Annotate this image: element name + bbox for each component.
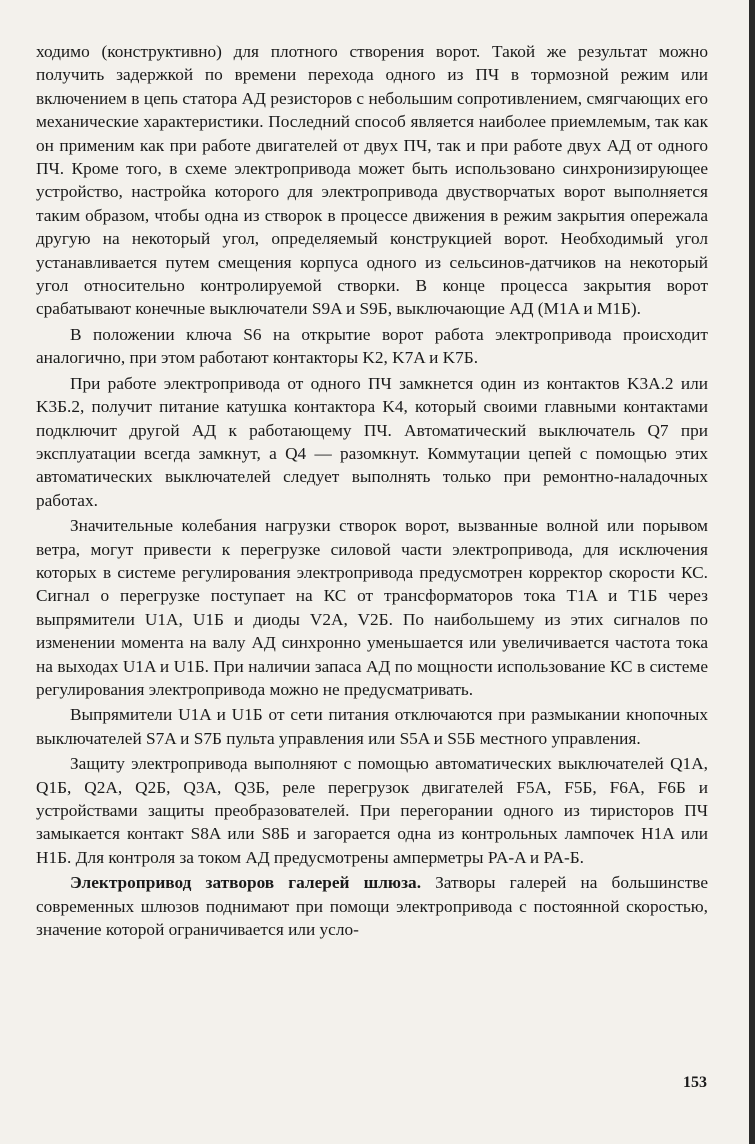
paragraph-2: В положении ключа S6 на открытие ворот работа электропривода происходит аналогично, при этом работают контакторы K2, K7A и K7Б.: [36, 324, 708, 368]
section-heading: Электропривод затворов галерей шлюза.: [70, 873, 422, 893]
page-edge-shadow: [749, 0, 755, 1144]
paragraph-7: [36, 871, 708, 941]
paragraph-6: Защиту электропривода выполняют с помощью автоматических выключателей Q1A, Q1Б, Q2A, Q2Б, Q3A, Q3Б, реле перегрузок двигателей F5A, F5Б, F6A, F6Б и устройствами защиты преобразователей. При перегорании одного из тиристоров ПЧ замыкается контакт S8A или S8Б и загорается одна из контрольных лампочек H1A или H1Б. Для контроля за током АД предусмотрены амперметры PA-A и PA-Б.: [36, 754, 708, 867]
section-text: Затворы галерей на большинстве современных шлюзов поднимают при помощи электропривода с постоянной скоростью, значение которой ограничивается или усло-: [36, 873, 708, 940]
page-number: 153: [683, 1074, 707, 1091]
paragraph-4: Значительные колебания нагрузки створок ворот, вызванные волной или порывом ветра, могут привести к перегрузке силовой части электропривода, для исключения которых в системе регулирования электропривода предусмотрен корректор скорости КС. Сигнал о перегрузке поступает на КС от трансформаторов тока T1A и T1Б через выпрямители U1A, U1Б и диоды V2A, V2Б. По наибольшему из этих сигналов по изменении момента на валу АД синхронно уменьшается или увеличивается частота тока на выходах U1A и U1Б. При наличии запаса АД по мощности использование КС в системе регулирования электропривода можно не предусматривать.: [36, 516, 708, 699]
paragraph-5: Выпрямители U1A и U1Б от сети питания отключаются при размыкании кнопочных выключателей S7A и S7Б пульта управления или S5A и S5Б местного управления.: [36, 705, 708, 748]
paragraph-1: ходимо (конструктивно) для плотного створения ворот. Такой же результат можно получить задержкой по времени перехода одного из ПЧ в тормозной режим или включением в цепь статора АД резисторов с небольшим сопротивлением, смягчающих его механические характеристики. Последний способ является наиболее приемлемым, так как он применим как при работе двигателей от двух ПЧ, так и при работе двух АД от одного ПЧ. Кроме того, в схеме электропривода может быть использовано синхронизирующее устройство, настройка которого для электропривода двустворчатых ворот выполняется таким образом, чтобы одна из створок в процессе движения в режим закрытия опережала другую на некоторый угол, определяемый конструкцией ворот. Необходимый угол устанавливается путем смещения корпуса одного из сельсинов-датчиков на некоторый угол относительно контролируемой створки. В конце процесса закрытия ворот срабатывают конечные выключатели S9A и S9Б, выключающие АД (M1A и M1Б).: [36, 42, 708, 319]
paragraph-3: При работе электропривода от одного ПЧ замкнется один из контактов K3A.2 или K3Б.2, получит питание катушка контактора K4, который своими главными контактами подключит другой АД к работающему ПЧ. Автоматический выключатель Q7 при эксплуатации всегда замкнут, а Q4 — разомкнут. Коммутации цепей с помощью этих автоматических выключателей следует выполнять только при ремонтно-наладочных работах.: [36, 373, 708, 510]
page-body: [36, 40, 708, 941]
